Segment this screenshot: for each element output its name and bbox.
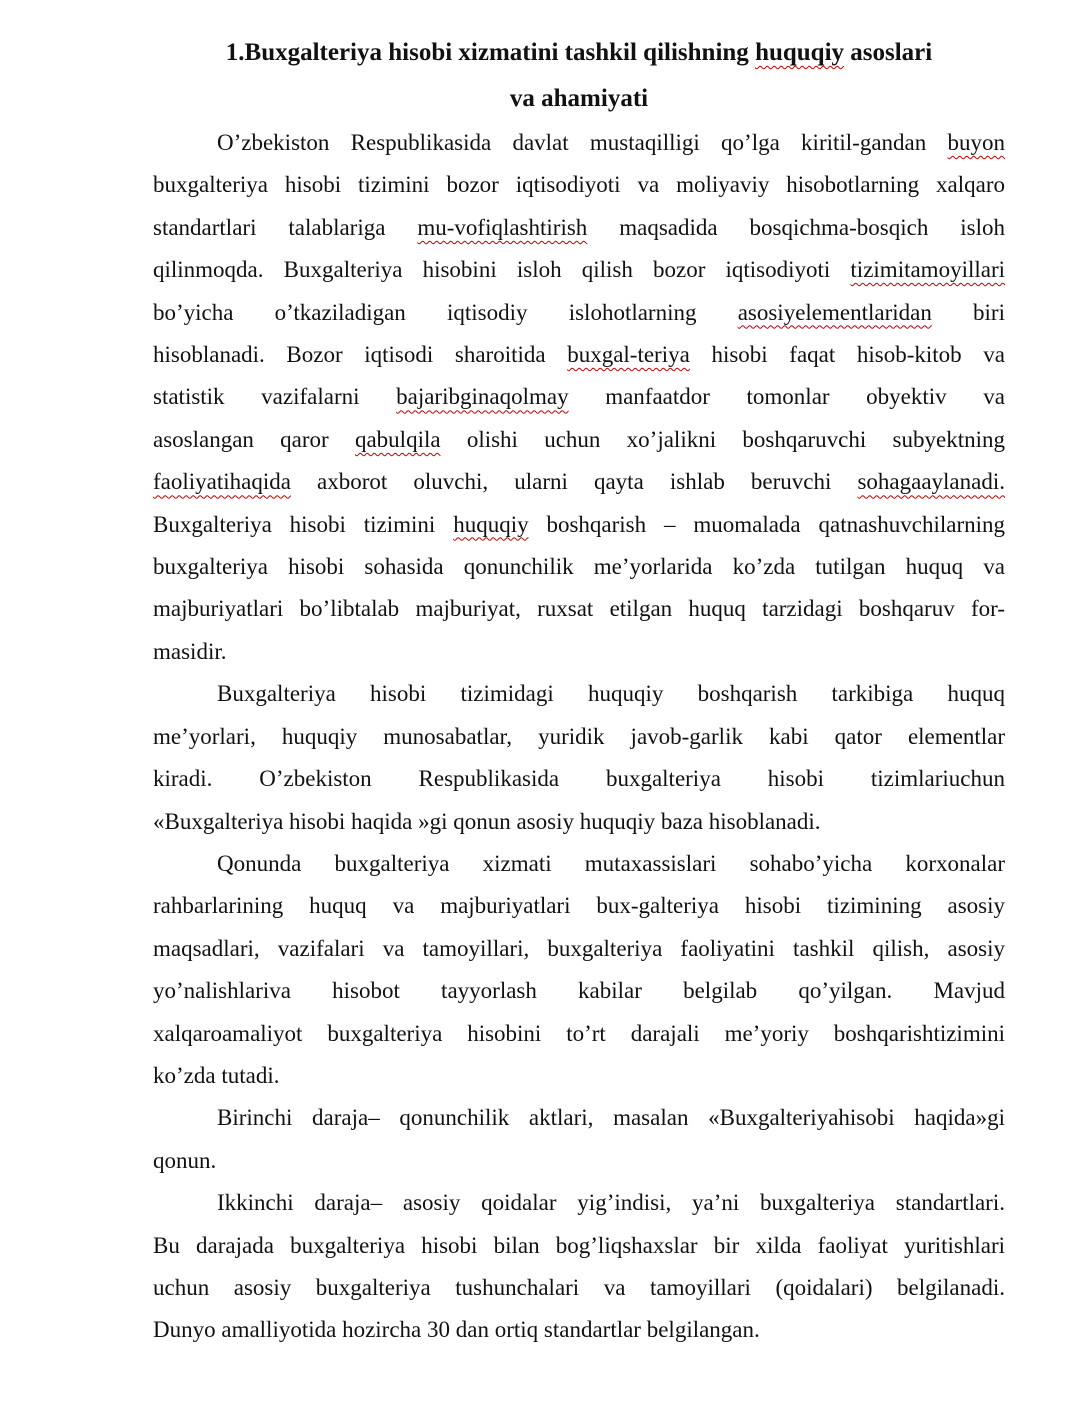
title-text: 1.Buxgalteriya hisobi xizmatini tashkil qilishning — [225, 39, 756, 66]
body-text — [153, 122, 1005, 1352]
paragraph — [153, 122, 1005, 673]
text-segment: standartlari talablariga — [153, 214, 418, 240]
spelling-error-word: sohagaaylanadi. — [857, 469, 1005, 495]
spelling-error-word: faoliyatihaqida — [153, 469, 291, 495]
text-line — [153, 504, 1005, 546]
text-segment: rahbarlarining huquq va majburiyatlari bux-galteriya hisobi tizimining asosiy — [153, 893, 1005, 919]
text-line — [153, 588, 1005, 630]
text-segment: Bu darajada buxgalteriya hisobi bilan bog’liqshaxslar bir xilda faoliyat yuritishlari — [153, 1232, 1005, 1258]
spelling-error-word: buxgal-teriya — [567, 342, 690, 368]
text-segment: «Buxgalteriya hisobi haqida »gi qonun asosiy huquqiy baza hisoblanadi. — [153, 808, 821, 834]
text-segment: buxgalteriya hisobi tizimini bozor iqtisodiyoti va moliyaviy hisobotlarning xalqaro — [153, 172, 1005, 198]
text-line — [153, 376, 1005, 418]
paragraph — [153, 1097, 1005, 1182]
text-line — [153, 461, 1005, 503]
text-line — [153, 207, 1005, 249]
spelling-error-word: huquqiy — [453, 511, 529, 537]
text-line — [153, 1225, 1005, 1267]
text-segment: maqsadlari, vazifalari va tamoyillari, buxgalteriya faoliyatini tashkil qilish, asosiy — [153, 935, 1005, 961]
spelling-error-word: qabulqila — [354, 426, 441, 452]
paragraph — [153, 1182, 1005, 1352]
text-line — [153, 1140, 1005, 1182]
document-page — [153, 30, 1005, 1352]
text-segment: manfaatdor tomonlar obyektiv va — [568, 384, 1005, 410]
text-line — [153, 546, 1005, 588]
text-segment: axborot oluvchi, ularni qayta ishlab beruvchi — [290, 469, 858, 495]
text-segment: hisoblanadi. Bozor iqtisodi sharoitida — [153, 342, 568, 368]
text-segment: yo’nalishlariva hisobot tayyorlash kabilar belgilab qo’yilgan. Mavjud — [153, 978, 1005, 1004]
text-line — [153, 885, 1005, 927]
text-line — [153, 334, 1005, 376]
spelling-error-word: asosiyelementlaridan — [737, 299, 932, 325]
text-segment: kiradi. O’zbekiston Respublikasida buxgalteriya hisobi tizimlariuchun — [153, 766, 1005, 792]
text-segment: statistik vazifalarni — [153, 384, 397, 410]
text-line — [153, 1267, 1005, 1309]
text-segment: bo’yicha o’tkaziladigan iqtisodiy islohotlarning — [153, 299, 738, 325]
text-segment: me’yorlari, huquqiy munosabatlar, yuridik javob-garlik kabi qator elementlar — [153, 723, 1005, 749]
title-text: asoslari — [844, 39, 933, 66]
text-segment: Birinchi daraja– qonunchilik aktlari, masalan «Buxgalteriyahisobi haqida»gi — [217, 1105, 1005, 1131]
text-segment: Qonunda buxgalteriya xizmati mutaxassislari sohabo’yicha korxonalar — [217, 850, 1005, 876]
text-segment: biri — [931, 299, 1005, 325]
text-segment: qonun. — [153, 1147, 217, 1173]
text-line — [153, 928, 1005, 970]
spelling-error-word: buyon — [947, 130, 1005, 155]
text-line — [153, 1013, 1005, 1055]
text-segment: ko’zda tutadi. — [153, 1062, 280, 1088]
spelling-error-word: mu-vofiqlashtirish — [417, 214, 588, 240]
text-segment: Buxgalteriya hisobi tizimidagi huquqiy boshqarish tarkibiga huquq — [217, 681, 1005, 707]
text-line — [153, 970, 1005, 1012]
paragraph — [153, 673, 1005, 843]
text-line — [153, 419, 1005, 461]
page-title — [153, 30, 1005, 122]
text-segment: hisobi faqat hisob-kitob va — [689, 342, 1005, 368]
text-segment: Buxgalteriya hisobi tizimini — [153, 511, 454, 537]
text-segment: xalqaroamaliyot buxgalteriya hisobini to’rt darajali me’yoriy boshqarishtizimini — [153, 1020, 1005, 1046]
text-line — [153, 1182, 1005, 1224]
text-line — [153, 249, 1005, 291]
text-line — [153, 292, 1005, 334]
spelling-error-word: bajaribginaqolmay — [396, 384, 569, 410]
text-segment: qilinmoqda. Buxgalteriya hisobini isloh qilish bozor iqtisodiyoti — [153, 257, 851, 283]
text-line — [153, 716, 1005, 758]
text-line — [153, 673, 1005, 715]
text-line — [153, 843, 1005, 885]
spelling-error-word: tizimitamoyillari — [850, 257, 1005, 283]
text-segment: majburiyatlari bo’libtalab majburiyat, ruxsat etilgan huquq tarzidagi boshqaruv for- — [153, 596, 1005, 622]
text-segment: olishi uchun xo’jalikni boshqaruvchi subyektning — [440, 426, 1005, 452]
text-line — [153, 1097, 1005, 1139]
text-segment: boshqarish – muomalada qatnashuvchilarning — [528, 511, 1006, 537]
text-line — [153, 122, 1005, 164]
text-line — [153, 1055, 1005, 1097]
text-line — [153, 758, 1005, 800]
text-segment: uchun asosiy buxgalteriya tushunchalari va tamoyillari (qoidalari) belgilanadi. — [153, 1274, 1005, 1300]
title-line-1 — [153, 30, 1005, 76]
text-line — [153, 631, 1005, 673]
text-line — [153, 801, 1005, 843]
text-segment: O’zbekiston Respublikasida davlat mustaqilligi qo’lga kiritil-gandan — [217, 130, 948, 155]
text-line — [153, 1309, 1005, 1351]
text-line — [153, 164, 1005, 206]
text-segment: Dunyo amalliyotida hozircha 30 dan ortiq standartlar belgilangan. — [153, 1317, 760, 1343]
text-segment: buxgalteriya hisobi sohasida qonunchilik me’yorlarida ko’zda tutilgan huquq va — [153, 554, 1005, 580]
text-segment: masidir. — [153, 638, 227, 664]
paragraph — [153, 843, 1005, 1097]
text-segment: maqsadida bosqichma-bosqich isloh — [587, 214, 1005, 240]
text-segment: Ikkinchi daraja– asosiy qoidalar yig’indisi, ya’ni buxgalteriya standartlari. — [217, 1190, 1005, 1216]
title-line-2: va ahamiyati — [509, 85, 649, 112]
spelling-error-word: huquqiy — [755, 39, 845, 66]
text-segment: asoslangan qaror — [153, 426, 355, 452]
